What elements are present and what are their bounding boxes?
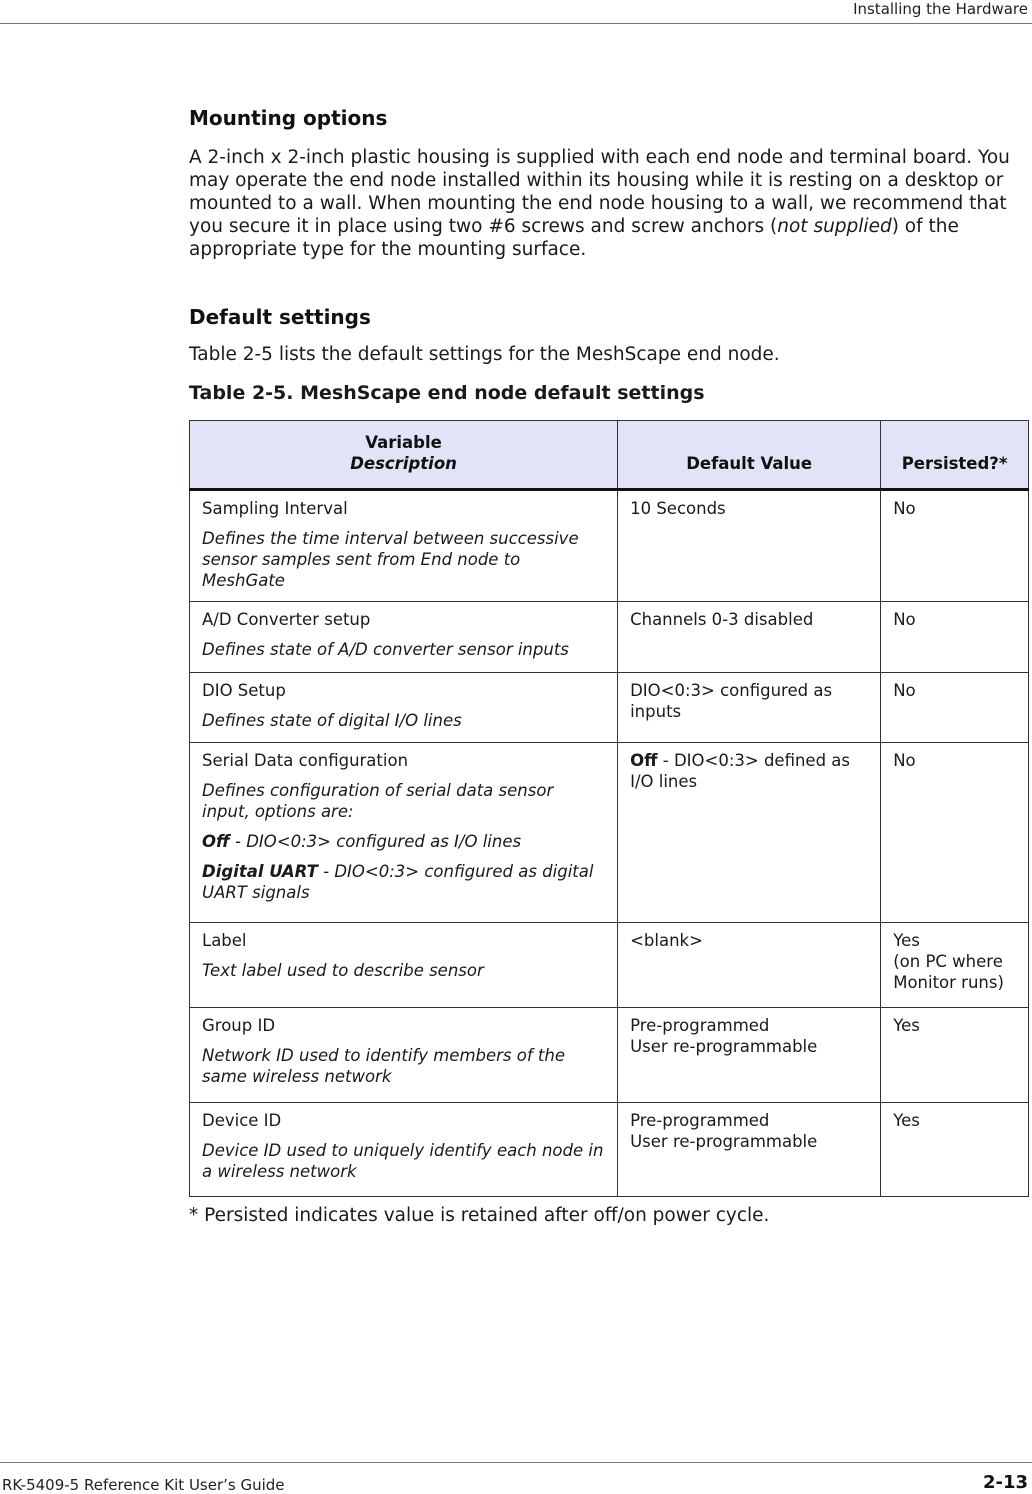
table-footnote: * Persisted indicates value is retained after off/on power cycle. (189, 1205, 770, 1226)
variable-description: Defines configuration of serial data sensor input, options are: (202, 781, 554, 821)
row-default-cell (618, 1103, 881, 1197)
option-off-text: - DIO<0:3> configured as I/O lines (229, 832, 522, 851)
persisted-value: Yes (893, 931, 920, 950)
variable-name: Group ID (202, 1016, 276, 1035)
row-persisted-cell (881, 743, 1029, 923)
mounting-text-italic: not supplied (777, 216, 892, 237)
row-persisted-cell (881, 923, 1029, 1008)
table-header-row (190, 421, 1029, 490)
header-divider (0, 23, 1032, 24)
mounting-options-paragraph (189, 146, 1029, 261)
option-uart-text: - DIO<0:3> configured as digital UART signals (202, 862, 594, 902)
row-variable-cell (190, 490, 618, 602)
row-variable-cell (190, 602, 618, 673)
running-header: Installing the Hardware (853, 0, 1028, 18)
table-row (190, 743, 1029, 923)
variable-name: Sampling Interval (202, 499, 348, 518)
mounting-options-heading: Mounting options (189, 106, 388, 130)
footer-guide-title: RK-5409-5 Reference Kit User’s Guide (2, 1476, 285, 1494)
table-row (190, 602, 1029, 673)
row-default-cell (618, 602, 881, 673)
persisted-value: No (893, 751, 916, 770)
default-value (630, 750, 868, 792)
default-value: <blank> (630, 931, 703, 950)
default-value-note: User re-programmable (630, 1037, 818, 1056)
row-variable-cell (190, 1008, 618, 1103)
variable-name: A/D Converter setup (202, 610, 371, 629)
default-value-note: User re-programmable (630, 1132, 818, 1151)
default-value-text: - DIO<0:3> defined as I/O lines (630, 751, 851, 791)
row-persisted-cell (881, 1103, 1029, 1197)
header-description: Description (350, 454, 457, 473)
table-caption: Table 2-5. MeshScape end node default settings (189, 382, 705, 404)
default-settings-intro: Table 2-5 lists the default settings for the MeshScape end node. (189, 344, 780, 365)
persisted-value: Yes (893, 1111, 920, 1130)
variable-description: Defines state of digital I/O lines (202, 711, 462, 730)
row-persisted-cell (881, 1008, 1029, 1103)
row-default-cell (618, 490, 881, 602)
variable-name: Serial Data configuration (202, 751, 409, 770)
option-digital-uart (202, 861, 605, 903)
variable-description: Defines the time interval between successive sensor samples sent from End node to MeshGate (202, 529, 579, 590)
persisted-note: (on PC where Monitor runs) (893, 952, 1004, 992)
option-uart-label: Digital UART (202, 862, 318, 881)
row-variable-cell (190, 673, 618, 743)
persisted-value: No (893, 499, 916, 518)
header-variable: Variable (365, 433, 442, 452)
variable-description: Text label used to describe sensor (202, 961, 484, 980)
page-number: 2-13 (982, 1472, 1028, 1493)
row-default-cell (618, 923, 881, 1008)
table-row (190, 490, 1029, 602)
mounting-text-end: ) of the appropriate type for the mounting surface. (189, 216, 959, 260)
row-default-cell (618, 1008, 881, 1103)
default-value: Pre-programmed (630, 1016, 770, 1035)
default-settings-table (189, 420, 1029, 1197)
header-persisted: Persisted?* (881, 421, 1029, 490)
mounting-text-start: A 2-inch x 2-inch plastic housing is supplied with each end node and terminal board. You may operate the end node installed within its housing while it is resting on a desktop or mounted to a wall. When mounting the end node housing to a wall, we recommend that you secure it in place using two #6 screws and screw anchors ( (189, 147, 1010, 237)
table-row (190, 923, 1029, 1008)
default-settings-heading: Default settings (189, 305, 371, 329)
variable-description: Defines state of A/D converter sensor inputs (202, 640, 569, 659)
row-persisted-cell (881, 602, 1029, 673)
default-value: Channels 0-3 disabled (630, 610, 814, 629)
persisted-value: Yes (893, 1016, 920, 1035)
row-default-cell (618, 743, 881, 923)
row-default-cell (618, 673, 881, 743)
default-value-bold: Off (630, 751, 658, 770)
row-variable-cell (190, 1103, 618, 1197)
variable-name: Label (202, 931, 247, 950)
variable-description: Network ID used to identify members of the same wireless network (202, 1046, 565, 1086)
variable-name: Device ID (202, 1111, 282, 1130)
header-default-value: Default Value (618, 421, 881, 490)
default-value: 10 Seconds (630, 499, 726, 518)
variable-description: Device ID used to uniquely identify each node in a wireless network (202, 1141, 604, 1181)
default-value: DIO<0:3> configured as inputs (630, 681, 833, 721)
row-variable-cell (190, 923, 618, 1008)
persisted-value: No (893, 681, 916, 700)
table-row (190, 673, 1029, 743)
option-off-label: Off (202, 832, 230, 851)
header-variable-description (190, 421, 618, 490)
default-value: Pre-programmed (630, 1111, 770, 1130)
persisted-value: No (893, 610, 916, 629)
variable-name: DIO Setup (202, 681, 286, 700)
row-persisted-cell (881, 490, 1029, 602)
option-off (202, 831, 605, 852)
row-persisted-cell (881, 673, 1029, 743)
row-variable-cell (190, 743, 618, 923)
footer-divider (0, 1462, 1032, 1463)
table-row (190, 1008, 1029, 1103)
table-row (190, 1103, 1029, 1197)
